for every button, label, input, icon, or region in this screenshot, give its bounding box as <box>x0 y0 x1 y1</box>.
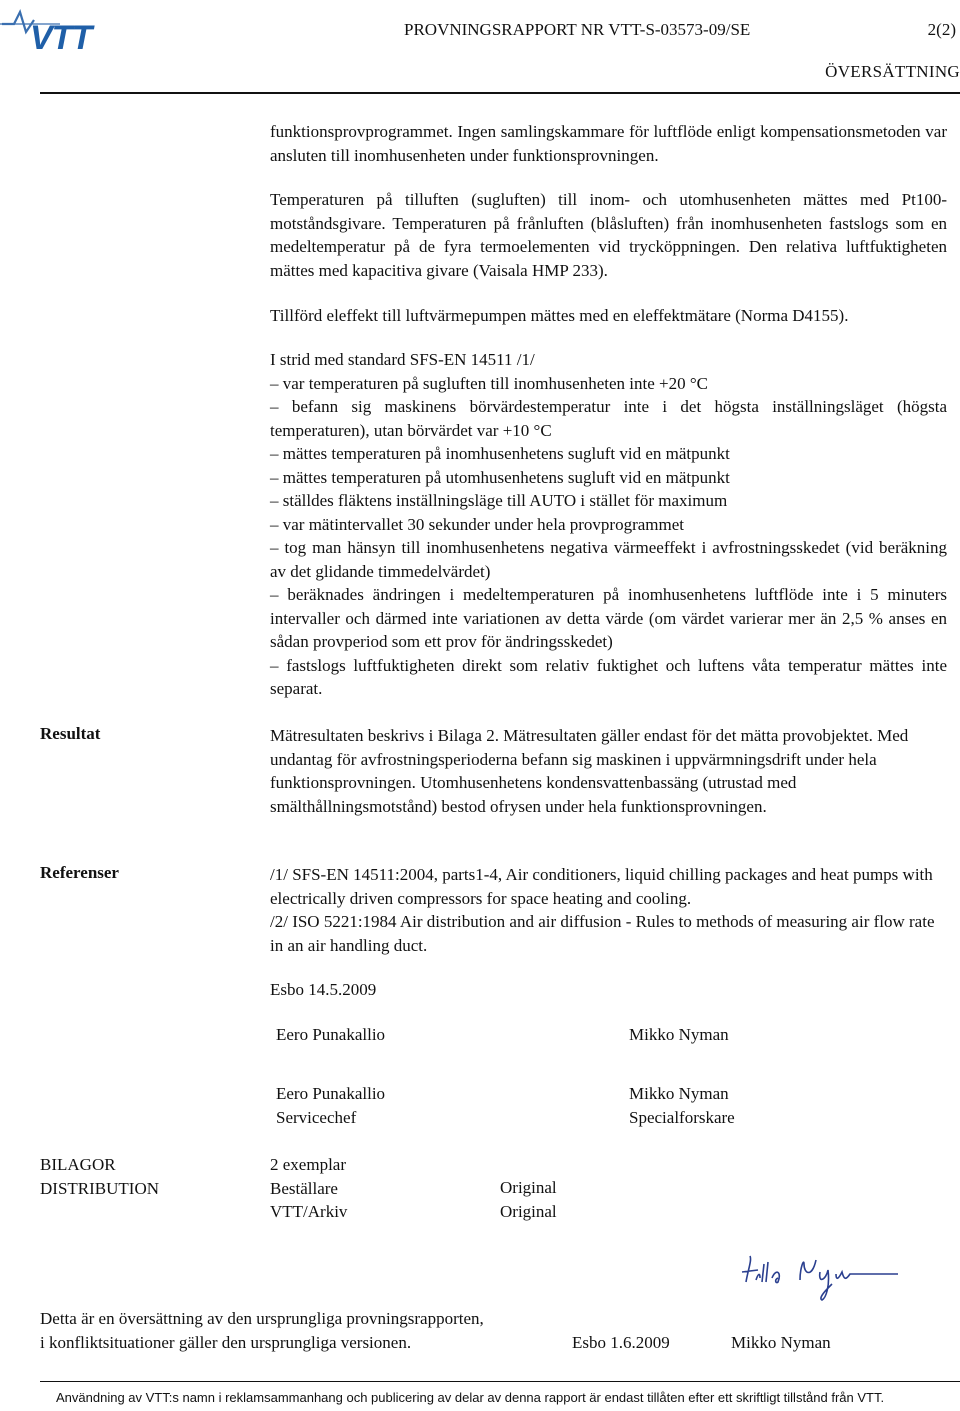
references-list <box>270 863 942 957</box>
place-date: Esbo 14.5.2009 <box>270 980 377 999</box>
signer2-signature-name: Mikko Nyman <box>629 1025 729 1044</box>
copies-count: 2 exemplar <box>270 1155 346 1174</box>
paragraph-temperature: Temperaturen på tilluften (sugluften) till inom- och utomhusenheten mättes med Pt100-motståndsgivare. Temperaturen på frånluften (blåsluften) från inomhusenheten fastslogs som en medeltemperatur på de fyra termoelementen vid trycköppningen. Den relativa luftfuktigheten mättes med kapacitiva givare (Vaisala HMP 233). <box>270 190 947 280</box>
distribution-labels <box>40 1153 159 1200</box>
paragraph-intro: funktionsprovprogrammet. Ingen samlingskammare för luftflöde enligt kompensationsmetoden var ansluten till inomhusenheten under funktionsprovningen. <box>270 122 947 165</box>
attachments-label: BILAGOR <box>40 1155 116 1174</box>
translation-note-line2: i konfliktsituationer gäller den ursprungliga versionen. <box>40 1332 412 1352</box>
signer1-signature-name: Eero Punakallio <box>276 1025 386 1044</box>
signer1-block <box>276 1082 385 1129</box>
signer1-title: Servicechef <box>276 1107 357 1127</box>
vtt-logo <box>0 2 140 54</box>
references-label: Referenser <box>40 863 119 882</box>
translation-note-line1: Detta är en översättning av den ursprungliga provningsrapporten, <box>40 1309 484 1328</box>
deviation-item: – mättes temperaturen på utomhusenhetens sugluft vid en mätpunkt <box>270 467 730 487</box>
signer1-name: Eero Punakallio <box>276 1084 386 1103</box>
deviations-intro: I strid med standard SFS-EN 14511 /1/ <box>270 350 535 369</box>
copy-type: Original <box>500 1178 557 1197</box>
deviations-block <box>270 348 947 701</box>
page-number: 2(2) <box>927 20 956 39</box>
reference-item: /1/ SFS-EN 14511:2004, parts1-4, Air conditioners, liquid chilling packages and heat pumps with electrically driven compressors for space heating and cooling. <box>270 865 933 908</box>
deviation-item: – ställdes fläktens inställningsläge till AUTO i stället för maximum <box>270 491 728 510</box>
signer2-block <box>629 1082 735 1129</box>
signer2-name: Mikko Nyman <box>629 1084 729 1103</box>
reference-item: /2/ ISO 5221:1984 Air distribution and air diffusion - Rules to methods of measuring air flow rate in an air handling duct. <box>270 912 935 955</box>
paragraph-power: Tillförd eleffekt till luftvärmepumpen mättes med en eleffektmätare (Norma D4155). <box>270 306 849 325</box>
deviation-item: – var mätintervallet 30 sekunder under hela provprogrammet <box>270 514 684 534</box>
vtt-logo-text: VTT <box>30 19 92 54</box>
deviation-item: – fastslogs luftfuktigheten direkt som relativ fuktighet och luftens våta temperatur mättes inte separat. <box>270 655 947 698</box>
report-title: PROVNINGSRAPPORT NR VTT-S-03573-09/SE <box>404 20 751 39</box>
results-label: Resultat <box>40 724 101 743</box>
distribution-recipients <box>270 1153 347 1224</box>
translation-note <box>40 1307 484 1354</box>
handwritten-signature <box>738 1250 903 1308</box>
copy-type: Original <box>500 1201 557 1221</box>
translation-label: ÖVERSÄTTNING <box>825 62 960 81</box>
deviation-item: – befann sig maskinens börvärdestemperatur inte i det högsta inställningsläget (högsta temperaturen), utan börvärdet var +10 °C <box>270 397 947 440</box>
footer-rule <box>40 1381 960 1382</box>
header-rule <box>40 92 960 94</box>
footer-notice: Användning av VTT:s namn i reklamsammanhang och publicering av delar av denna rapport är endast tillåten efter ett skriftligt tillstånd från VTT. <box>56 1390 885 1405</box>
recipient: VTT/Arkiv <box>270 1202 348 1221</box>
translation-date: Esbo 1.6.2009 <box>572 1333 670 1352</box>
distribution-label: DISTRIBUTION <box>40 1178 159 1198</box>
recipient: Beställare <box>270 1178 338 1198</box>
deviation-item: – beräknades ändringen i medeltemperaturen på inomhusenhetens luftflöde inte i 5 minuters intervaller och därmed inte variationen av detta värde (om värdet varierar mer än 2,5 % anses en sådan provperiod som ett prov för ändringsskedet) <box>270 585 947 651</box>
translator-name: Mikko Nyman <box>731 1333 831 1352</box>
results-text: Mätresultaten beskrivs i Bilaga 2. Mätresultaten gäller endast för det mätta provobjektet. Med undantag för avfrostningsperioderna befann sig maskinen i uppvärmningsdrift under hela funktionsprovningen. Utomhusenhetens kondensvattenbassäng (utrustad med smälthållningsmotstånd) bestod ofrysen under hela funktionsprovningen. <box>270 726 909 816</box>
deviation-item: – var temperaturen på sugluften till inomhusenheten inte +20 °C <box>270 373 708 393</box>
deviation-item: – tog man hänsyn till inomhusenhetens negativa värmeeffekt i avfrostningsskedet (vid beräkning av det glidande timmedelvärdet) <box>270 538 947 581</box>
signer2-title: Specialforskare <box>629 1107 735 1127</box>
deviation-item: – mättes temperaturen på inomhusenhetens sugluft vid en mätpunkt <box>270 444 730 463</box>
distribution-types <box>500 1176 557 1223</box>
